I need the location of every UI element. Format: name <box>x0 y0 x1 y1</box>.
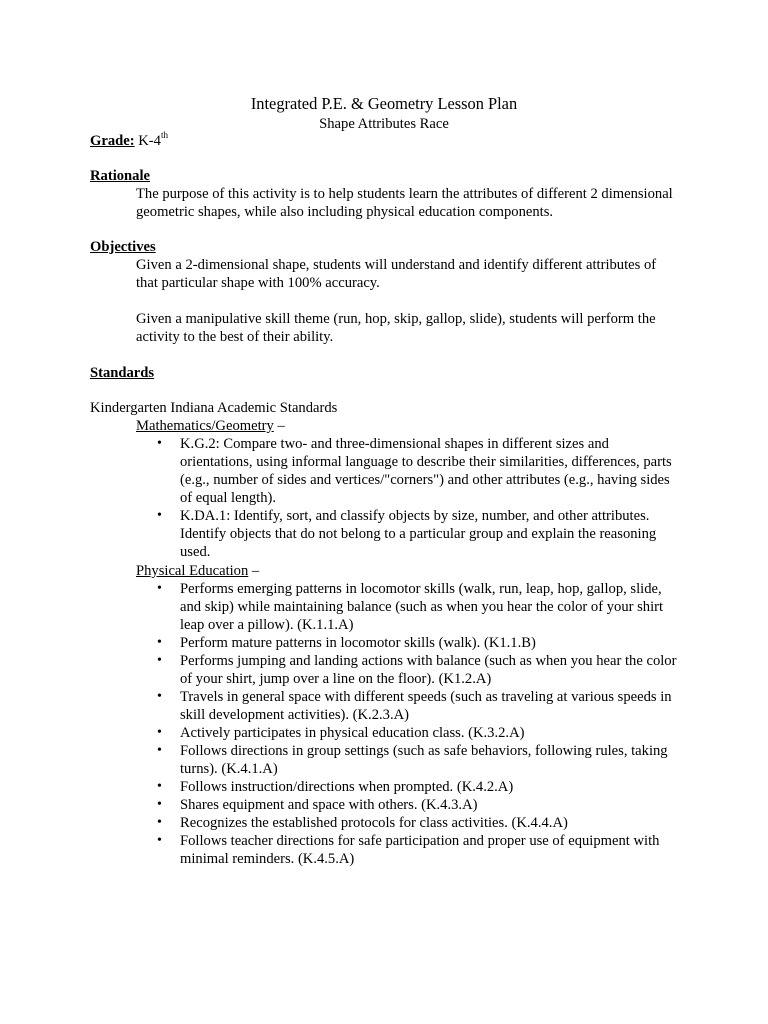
list-item-text: Recognizes the established protocols for class activities. (K.4.4.A) <box>180 815 568 831</box>
objective-1 <box>136 256 681 292</box>
grade-label: Grade: <box>90 133 135 149</box>
list-item <box>180 796 680 814</box>
list-item <box>180 634 680 652</box>
objectives-heading: Objectives <box>90 239 156 255</box>
objective-2 <box>136 310 681 346</box>
grade-line <box>90 132 168 150</box>
math-standards-list <box>180 435 680 561</box>
rationale-text <box>136 185 676 221</box>
math-geometry-dash: – <box>273 418 285 434</box>
list-item <box>180 832 680 868</box>
document-title: Integrated P.E. & Geometry Lesson Plan <box>250 94 518 113</box>
list-item-text: Actively participates in physical education class. (K.3.2.A) <box>180 725 525 741</box>
list-item-text: Travels in general space with different speeds (such as traveling at various speeds in skill development activities). (K.2.3.A) <box>180 689 672 723</box>
grade-superscript: th <box>160 130 168 141</box>
list-item-text: K.G.2: Compare two- and three-dimensional shapes in different sizes and orientations, using informal language to describe their similarities, differences, parts (e.g., number of sides and vertices/"corners") and other attributes (e.g., having sides of equal length). <box>180 436 672 506</box>
physical-education-link-text: Physical Education <box>136 563 249 579</box>
math-geometry-link-text: Mathematics/Geometry <box>136 418 274 434</box>
grade-value: K-4 <box>138 133 161 149</box>
physical-education-dash: – <box>248 563 260 579</box>
list-item-text: Perform mature patterns in locomotor skills (walk). (K1.1.B) <box>180 635 536 651</box>
list-item <box>180 652 680 688</box>
list-item <box>180 688 680 724</box>
list-item-text: Follows instruction/directions when prompted. (K.4.2.A) <box>180 779 514 795</box>
list-item-text: Follows directions in group settings (such as safe behaviors, following rules, taking turns). (K.4.1.A) <box>180 743 668 777</box>
math-geometry-label <box>136 417 285 435</box>
list-item <box>180 507 680 561</box>
list-item-text: Performs emerging patterns in locomotor skills (walk, run, leap, hop, gallop, slide, and skip) while maintaining balance (such as when you hear the color of your shirt leap over a pillow). (K.1.1.A) <box>180 581 664 633</box>
standards-intro: Kindergarten Indiana Academic Standards <box>90 400 338 416</box>
list-item <box>180 742 680 778</box>
standards-heading: Standards <box>90 365 155 381</box>
list-item-text: K.DA.1: Identify, sort, and classify objects by size, number, and other attributes. Identify objects that do not belong to a particular group and explain the reasoning used. <box>180 508 657 560</box>
list-item <box>180 724 680 742</box>
list-item <box>180 778 680 796</box>
objective-paragraph: Given a 2-dimensional shape, students will understand and identify different attributes of that particular shape with 100% accuracy. <box>136 257 657 291</box>
physical-education-label <box>136 562 259 580</box>
list-item <box>180 580 680 634</box>
document-subtitle: Shape Attributes Race <box>319 116 449 132</box>
rationale-heading: Rationale <box>90 168 150 184</box>
pe-standards-list <box>180 580 680 868</box>
list-item-text: Follows teacher directions for safe participation and proper use of equipment with minimal reminders. (K.4.5.A) <box>180 833 660 867</box>
list-item-text: Performs jumping and landing actions with balance (such as when you hear the color of your shirt, jump over a line on the floor). (K1.2.A) <box>180 653 677 687</box>
objective-paragraph: Given a manipulative skill theme (run, hop, skip, gallop, slide), students will perform the activity to the best of their ability. <box>136 311 656 345</box>
rationale-paragraph: The purpose of this activity is to help students learn the attributes of different 2 dimensional geometric shapes, while also including physical education components. <box>136 186 673 220</box>
list-item-text: Shares equipment and space with others. (K.4.3.A) <box>180 797 478 813</box>
list-item <box>180 435 680 507</box>
list-item <box>180 814 680 832</box>
